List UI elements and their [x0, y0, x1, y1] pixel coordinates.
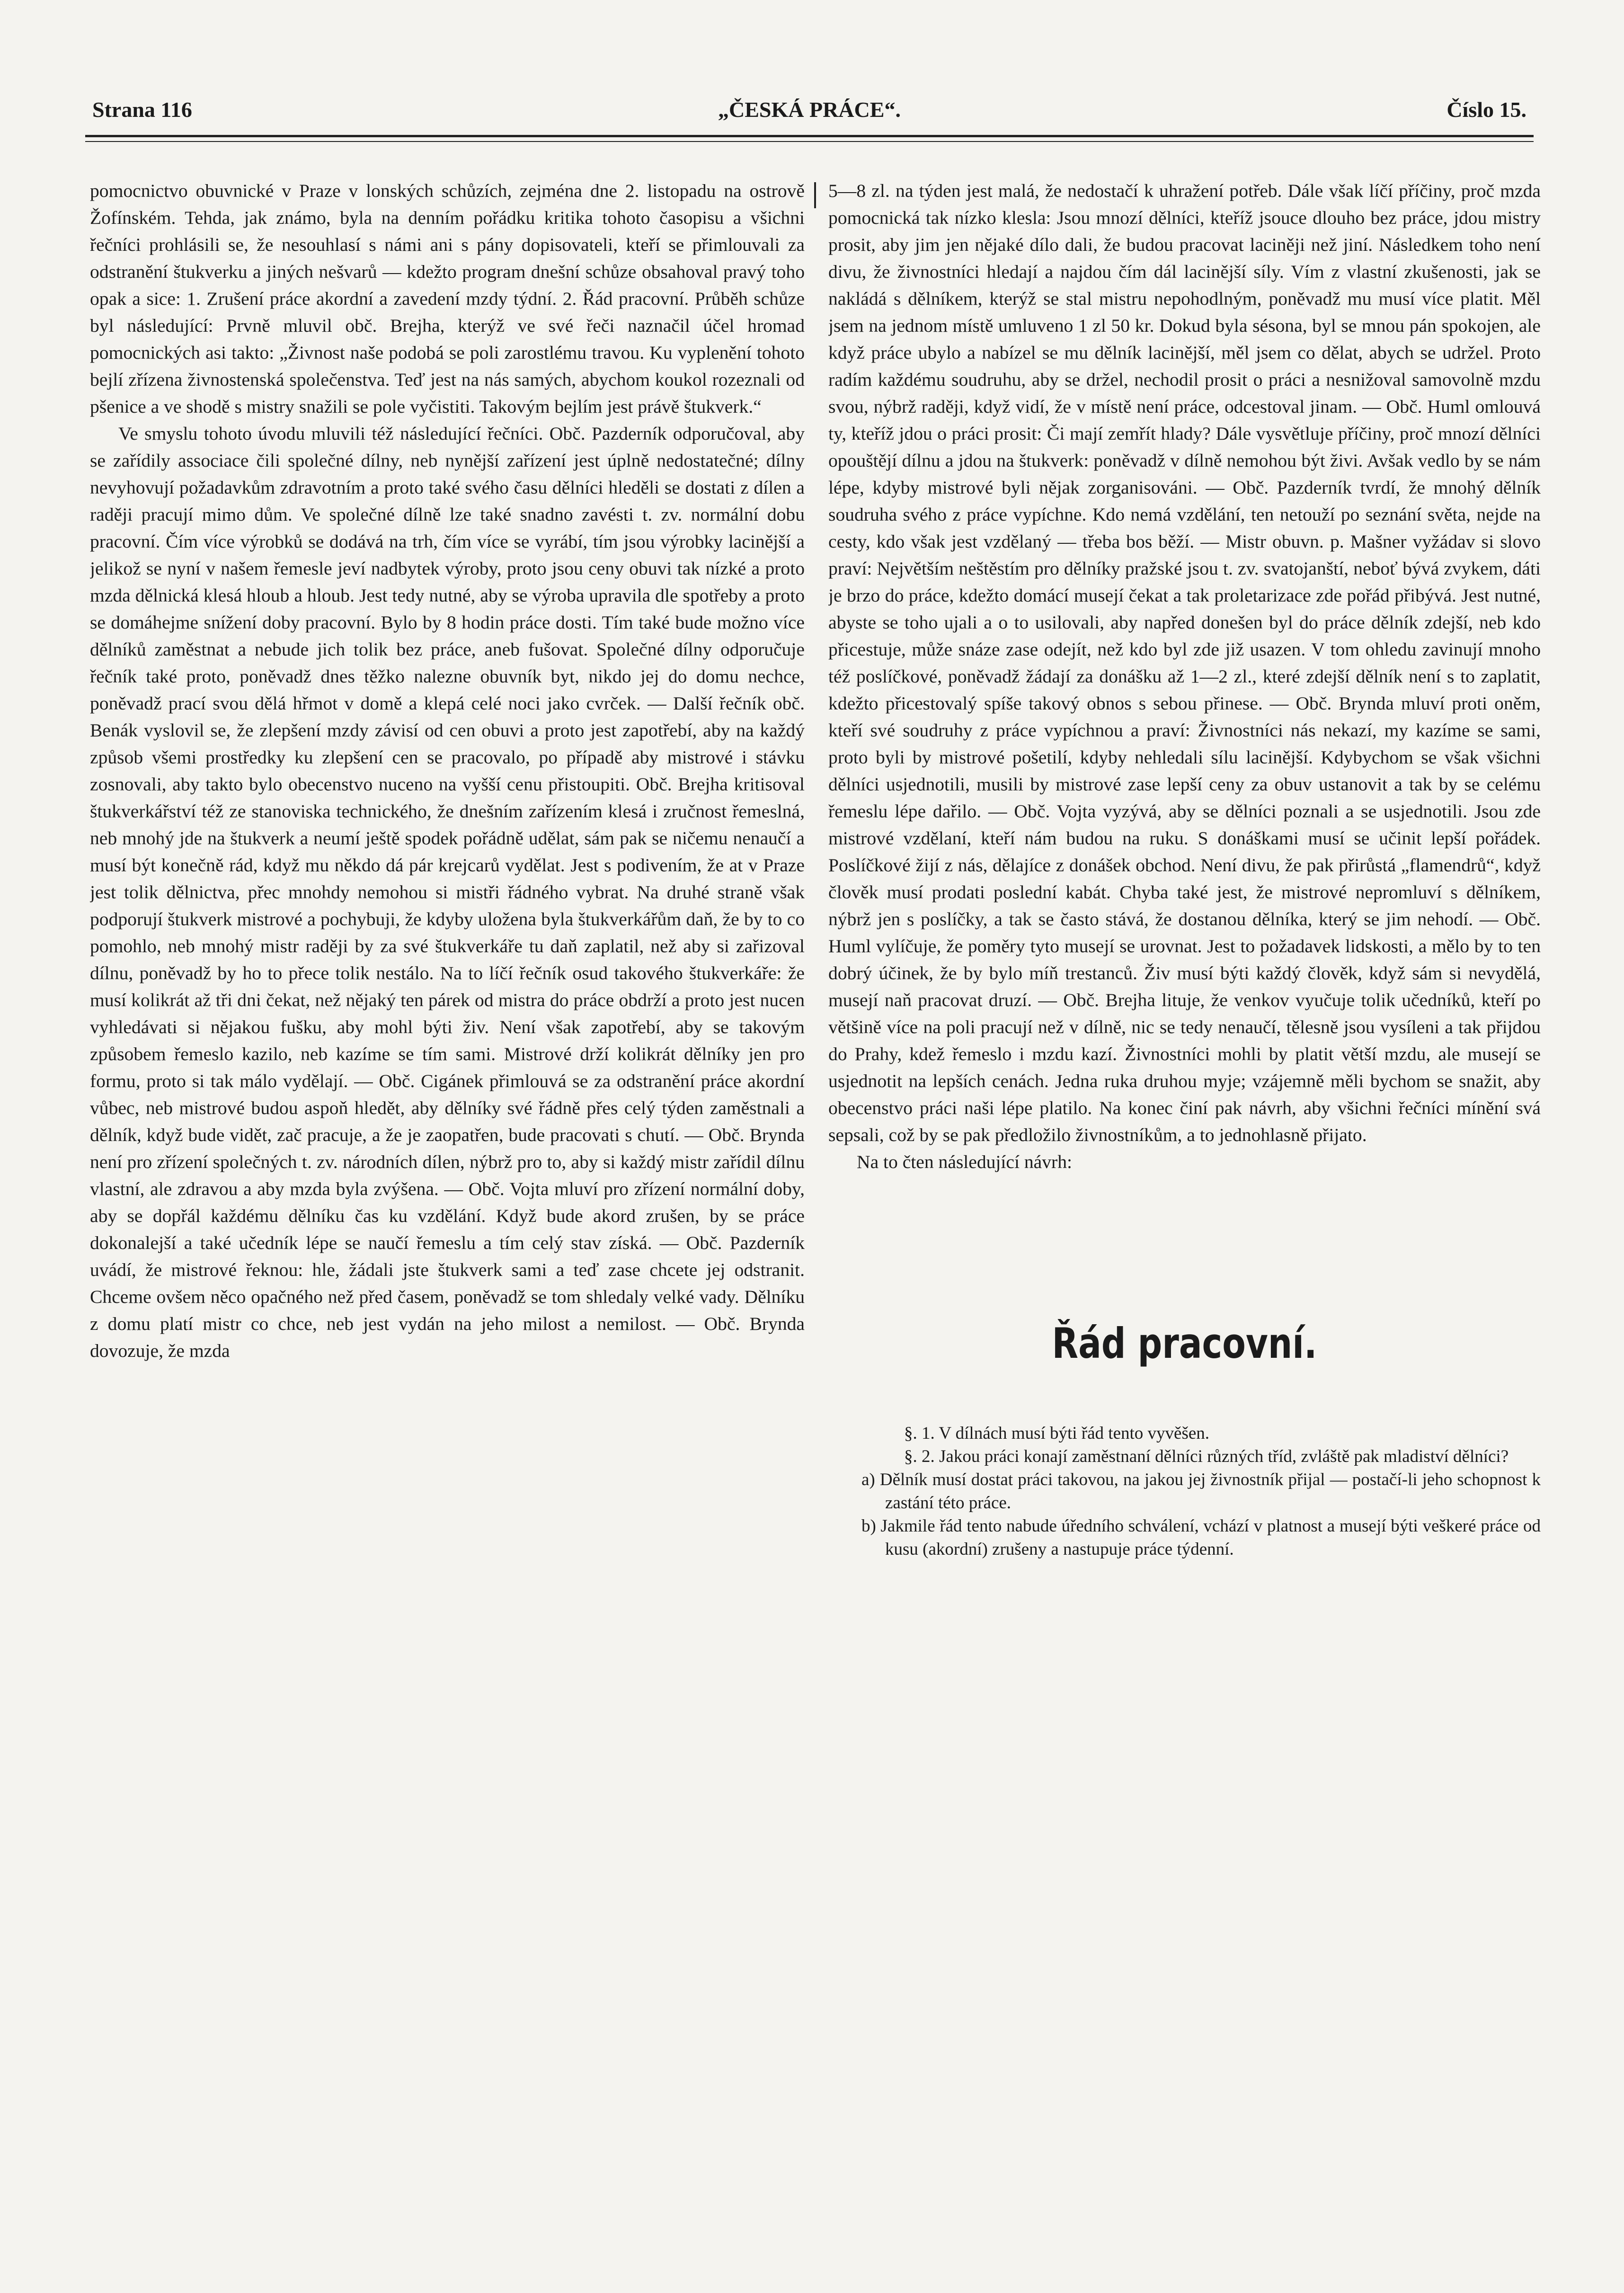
order-heading: Řád pracovní.	[1052, 1319, 1317, 1368]
column-divider	[814, 182, 816, 208]
section-gap	[828, 1176, 1541, 1318]
header-rule-thin	[85, 141, 1534, 142]
order-item-b: b) Jakmile řád tento nabude úředního schválení, vchází v platnost a musejí býti veškeré práce od kusu (akordní) zrušeny a nastupuje práce týdenní.	[861, 1516, 1541, 1559]
page-header	[92, 97, 1526, 125]
newspaper-title: „ČESKÁ PRÁCE“.	[718, 97, 901, 122]
right-paragraph-2: Na to čten následující návrh:	[857, 1151, 1072, 1172]
issue-number: Číslo 15.	[1447, 97, 1526, 122]
order-section-1: §. 1. V dílnách musí býti řád tento vyvěšen.	[904, 1424, 1210, 1443]
right-column	[828, 177, 1541, 2196]
right-paragraph-1: 5—8 zl. na týden jest malá, že nedostačí k uhražení potřeb. Dále však líčí příčiny, proč mzda pomocnická tak nízko klesla: Jsou mnozí dělníci, kteříž jsouce dlouho bez práce, jdou mistry prosit, aby jim jen nějaké dílo dali, že budou pracovat laciněji než jiní. Následkem toho není divu, že živnostníci hledají a najdou čím dál lacinější síly. Vím z vlastní zkušenosti, jak se nakládá s dělníkem, kterýž se stal mistru nepohodlným, poněvadž mu musí více platit. Měl jsem na jednom místě umluveno 1 zl 50 kr. Dokud byla sésona, byl se mnou pán spokojen, ale když práce ubylo a nabízel se mu dělník lacinější, měl jsem co dělat, abych se udržel. Proto radím každému soudruhu, aby se držel, nechodil prosit o práci a nesnižoval samovolně mzdu svou, nýbrž raději, když vidí, že v místě není práce, odcestoval jinam. — Obč. Huml omlouvá ty, kteříž jdou o práci prosit: Či mají zemřít hlady? Dále vysvětluje příčiny, proč mnozí dělníci opouštějí dílnu a jdou na štukverk: poněvadž v dílně nemohou být živi. Avšak vedlo by se nám lépe, kdyby mistrové byli nějak zorganisováni. — Obč. Pazderník tvrdí, že mnohý dělník soudruha svého z práce vypíchne. Kdo nemá vzdělání, ten netouží po seznání světa, nejde na cesty, kdo však jest vzdělaný — třeba bos běží. — Mistr obuvn. p. Mašner vyžádav si slovo praví: Největším neštěstím pro dělníky pražské jsou t. zv. svatojanští, neboť bývá zvykem, dáti je brzo do práce, kdežto domácí musejí čekat a tak proletarizace zde pořád přibývá. Jest nutné, abyste se toho ujali a o to usilovali, aby napřed donešen byl do práce dělník zdejší, neb kdo přicestuje, může snáze zase odejít, než kdo byl zde již usazen. V tom ohledu zavinují mnoho též poslíčkové, poněvadž žádají za donášku až 1—2 zl., které zdejší dělník není s to zaplatit, kdežto přicestovalý spíše takový obnos s sebou přinese. — Obč. Brynda mluví proti oněm, kteří své soudruhy z práce vypíchnou a praví: Živnostníci nás nekazí, my kazíme se sami, proto byli by mistrové pošetilí, kdyby nehledali sílu lacinější. Kdybychom se však všichni dělníci usjednotili, musili by mistrové zase lepší ceny za obuv ustanovit a tak by se celému řemeslu lépe dařilo. — Obč. Vojta vyzývá, aby se dělníci poznali a se usjednotili. Jsou zde mistrové vzdělaní, kteří nám budou na ruku. S donáškami musí se učinit lepší pořádek. Poslíčkové žijí z nás, dělajíce z donášek obchod. Není divu, že pak přirůstá „flamendrů“, když člověk musí prodati poslední kabát. Chyba také jest, že mistrové nepromluví s dělníkem, nýbrž jen s poslíčky, a tak se často stává, že dostanou dělníka, který se jim nehodí. — Obč. Huml vylíčuje, že poměry tyto musejí se urovnat. Jest to požadavek lidskosti, a mělo by to ten dobrý účinek, že by bylo míň trestanců. Živ musí býti každý člověk, když sám si nevydělá, musejí naň pracovat druzí. — Obč. Brejha lituje, že venkov vyučuje tolik učedníků, kteří po většině více na poli pracují než v dílně, nic se tedy nenaučí, tělesně jsou vysíleni a tak přijdou do Prahy, kdež řemeslo i mzdu kazí. Živnostníci mohli by platit větší mzdu, ale musejí se usjednotit na lepších cenách. Jedna ruka druhou myje; vzájemně měli bychom se snažit, aby obecenstvo práci naši lépe platilo. Na konec činí pak návrh, aby všichni řečníci mínění svá sepsali, což by se pak předložilo živnostníkům, a to jednohlasně přijato.	[828, 180, 1541, 1145]
header-rule-thick	[85, 135, 1534, 137]
left-paragraph-1: pomocnictvo obuvnické v Praze v lonských schůzích, zejména dne 2. listopadu na ostrově Žofínském. Tehda, jak známo, byla na denním pořádku kritika tohoto časopisu a všichni řečníci prohlásili se, že nesouhlasí s námi ani s pány dopisovateli, kteří se přimlouvali za odstranění štukverku a jiných nešvarů — kdežto program dnešní schůze obsahoval pravý toho opak a sice: 1. Zrušení práce akordní a zavedení mzdy týdní. 2. Řád pracovní. Průběh schůze byl následující: Prvně mluvil obč. Brejha, kterýž ve své řeči naznačil účel hromad pomocnických asi takto: „Živnost naše podobá se poli zarostlému travou. Ku vyplenění tohoto bejlí zřízena živnostenská společenstva. Teď jest na nás samých, abychom koukol rozeznali od pšenice a ve shodě s mistry snažili se pole vyčistiti. Takovým bejlím jest právě štukverk.“	[90, 180, 805, 417]
order-item-a: a) Dělník musí dostat práci takovou, na jakou jej živnostník přijal — postačí-li jeho schopnost k zastání této práce.	[861, 1470, 1541, 1513]
left-column	[90, 177, 805, 2196]
order-rules	[828, 1422, 1541, 1561]
order-section-2: §. 2. Jakou práci konají zaměstnaní dělníci různých tříd, zvláště pak mladiství dělníci?	[904, 1447, 1509, 1466]
left-paragraph-2: Ve smyslu tohoto úvodu mluvili též následující řečníci. Obč. Pazderník odporučoval, aby se zařídily associace čili společné dílny, neb nynější zařízení jest úplně nedostatečné; dílny nevyhovují požadavkům zdravotním a proto také svého času dělníci hleděli se dostati z dílen a raději pracují mimo dům. Ve společné dílně lze také snadno zavésti t. zv. normální dobu pracovní. Čím více výrobků se dodává na trh, čím více se vyrábí, tím jsou výrobky lacinější a jelikož se nyní v našem řemesle jeví nadbytek výroby, proto jsou ceny obuvi tak nízké a proto mzda dělnická klesá hloub a hloub. Jest tedy nutné, aby se výroba upravila dle spotřeby a proto se domáhejme snížení doby pracovní. Bylo by 8 hodin práce dosti. Tím také bude možno více dělníků zaměstnat a nebude jich tolik bez práce, aneb fušovat. Společné dílny odporučuje řečník také proto, poněvadž dnes těžko nalezne obuvník byt, nikdo jej do domu nechce, poněvadž prací svou dělá hřmot v domě a klepá celé noci jako cvrček. — Další řečník obč. Benák vyslovil se, že zlepšení mzdy závisí od cen obuvi a proto jest zapotřebí, aby na každý způsob všemi prostředky ku zlepšení cen se pracovalo, po případě aby mistrové i stávku zosnovali, aby takto bylo obecenstvo nuceno na vyšší cenu přistoupiti. Obč. Brejha kritisoval štukverkářství též ze stanoviska technického, že dnešním zařízením klesá i zručnost řemeslná, neb mnohý jde na štukverk a neumí ještě spodek pořádně udělat, sám pak se ničemu nenaučí a musí být konečně rád, když mu někdo dá pár krejcarů vydělat. Jest s podivením, že at v Praze jest tolik dělnictva, přec mnohdy nemohou si mistři řádného vybrat. Na druhé straně však podporují štukverk mistrové a pochybuji, že kdyby uložena byla štukverkářům daň, že by to co pomohlo, neb mnohý mistr raději by za své štukverkáře tu daň zaplatil, než aby si zařizoval dílnu, poněvadž by ho to přece tolik nestálo. Na to líčí řečník osud takového štukverkáře: že musí kolikrát až tři dni čekat, než nějaký ten párek od mistra do práce obdrží a proto jest nucen vyhledávati si nějakou fušku, aby mohl býti živ. Není však zapotřebí, aby se takovým způsobem řemeslo kazilo, neb kazíme se tím sami. Mistrové drží kolikrát dělníky jen pro formu, proto si tak málo vydělají. — Obč. Cigánek přimlouvá se za odstranění práce akordní vůbec, neb mistrové budou aspoň hledět, aby dělníky své řádně přes celý týden zaměstnali a dělník, když bude vidět, zač pracuje, a že je zaopatřen, bude pracovati s chutí. — Obč. Brynda není pro zřízení společných t. zv. národních dílen, nýbrž pro to, aby si každý mistr zařídil dílnu vlastní, ale zdravou a aby mzda byla zvýšena. — Obč. Vojta mluví pro zřízení normální doby, aby se dopřál každému dělníku čas ku vzdělání. Když bude akord zrušen, by se práce dokonalejší a také učedník lépe se naučí řemeslu a tím celý stav získá. — Obč. Pazderník uvádí, že mistrové řeknou: hle, žádali jste štukverk sami a teď zase chcete jej odstranit. Chceme ovšem něco opačného než před časem, poněvadž se tom shledaly velké vady. Dělníku z domu platí mistr co chce, neb jest vydán na jeho milost a nemilost. — Obč. Brynda dovozuje, že mzda	[90, 423, 805, 1361]
page-number: Strana 116	[92, 97, 192, 122]
